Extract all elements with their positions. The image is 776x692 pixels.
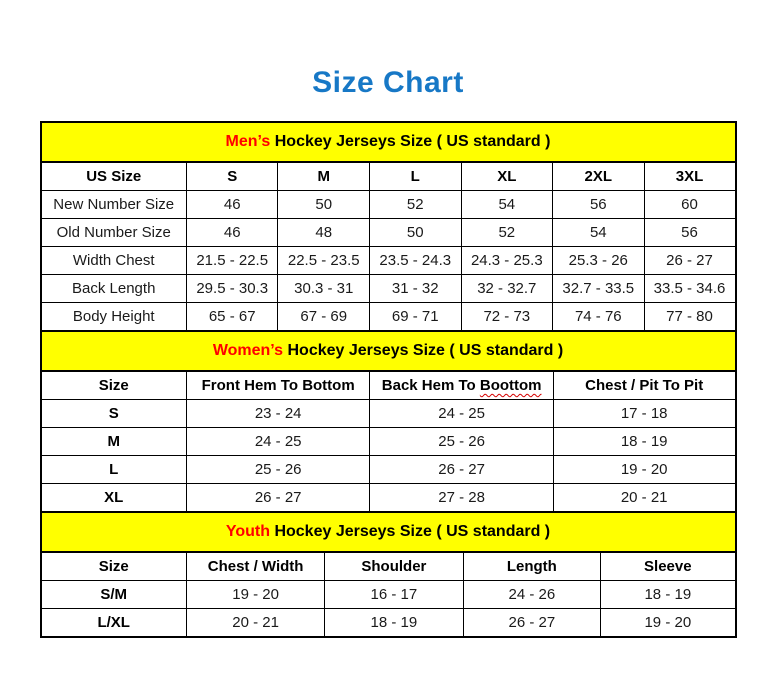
data-cell: 48 <box>278 219 370 247</box>
youth-size-table <box>40 511 737 638</box>
row-label: S/M <box>41 581 187 609</box>
row-label: S <box>41 400 187 428</box>
section-highlight: Youth <box>225 523 270 540</box>
column-header: Shoulder <box>325 552 463 581</box>
column-header: M <box>278 162 370 191</box>
table-row <box>41 331 736 371</box>
table-row <box>41 219 736 247</box>
data-cell: 23 - 24 <box>186 400 369 428</box>
column-header-text: Back Hem To <box>381 377 476 394</box>
table-row <box>41 512 736 552</box>
data-cell: 77 - 80 <box>644 303 735 332</box>
data-cell: 26 - 27 <box>644 247 735 275</box>
table-row <box>41 275 736 303</box>
table-row <box>41 303 736 332</box>
data-cell: 24.3 - 25.3 <box>461 247 553 275</box>
data-cell: 67 - 69 <box>278 303 370 332</box>
section-title-text: Hockey Jerseys Size ( US standard ) <box>274 523 551 540</box>
data-cell: 20 - 21 <box>553 484 735 513</box>
column-header <box>370 371 553 400</box>
data-cell: 65 - 67 <box>186 303 278 332</box>
data-cell: 25.3 - 26 <box>553 247 644 275</box>
table-row <box>41 400 736 428</box>
table-row <box>41 609 736 638</box>
data-cell: 24 - 25 <box>370 400 553 428</box>
data-cell: 54 <box>553 219 644 247</box>
data-cell: 30.3 - 31 <box>278 275 370 303</box>
section-highlight: Women’s <box>212 342 284 359</box>
section-highlight: Men’s <box>225 133 271 150</box>
row-label: New Number Size <box>41 191 187 219</box>
page-title: Size Chart <box>312 66 464 99</box>
column-header: L <box>370 162 462 191</box>
data-cell: 56 <box>553 191 644 219</box>
row-label: Width Chest <box>41 247 187 275</box>
row-label: Body Height <box>41 303 187 332</box>
data-cell: 18 - 19 <box>553 428 735 456</box>
row-label: Old Number Size <box>41 219 187 247</box>
data-cell: 19 - 20 <box>553 456 735 484</box>
data-cell: 24 - 26 <box>463 581 601 609</box>
column-header: XL <box>461 162 553 191</box>
data-cell: 33.5 - 34.6 <box>644 275 735 303</box>
youth-section-header <box>41 512 736 552</box>
table-row <box>41 122 736 162</box>
data-cell: 25 - 26 <box>370 428 553 456</box>
column-header: Size <box>41 552 187 581</box>
table-row <box>41 456 736 484</box>
column-header: US Size <box>41 162 187 191</box>
table-row <box>41 191 736 219</box>
data-cell: 54 <box>461 191 553 219</box>
size-chart <box>40 121 737 638</box>
mens-size-table <box>40 121 737 332</box>
row-label: XL <box>41 484 187 513</box>
data-cell: 31 - 32 <box>370 275 462 303</box>
womens-section-header <box>41 331 736 371</box>
data-cell: 26 - 27 <box>186 484 369 513</box>
data-cell: 17 - 18 <box>553 400 735 428</box>
column-header: Front Hem To Bottom <box>186 371 369 400</box>
row-label: M <box>41 428 187 456</box>
row-label: L <box>41 456 187 484</box>
data-cell: 50 <box>370 219 462 247</box>
column-header: 3XL <box>644 162 735 191</box>
data-cell: 69 - 71 <box>370 303 462 332</box>
data-cell: 18 - 19 <box>325 609 463 638</box>
row-label: L/XL <box>41 609 187 638</box>
data-cell: 23.5 - 24.3 <box>370 247 462 275</box>
column-header: 2XL <box>553 162 644 191</box>
table-row <box>41 162 736 191</box>
table-row <box>41 428 736 456</box>
data-cell: 32 - 32.7 <box>461 275 553 303</box>
row-label: Back Length <box>41 275 187 303</box>
table-row <box>41 371 736 400</box>
data-cell: 29.5 - 30.3 <box>186 275 278 303</box>
data-cell: 27 - 28 <box>370 484 553 513</box>
column-header: Chest / Width <box>186 552 324 581</box>
data-cell: 19 - 20 <box>186 581 324 609</box>
column-header: Length <box>463 552 601 581</box>
data-cell: 56 <box>644 219 735 247</box>
data-cell: 50 <box>278 191 370 219</box>
column-header: Chest / Pit To Pit <box>553 371 735 400</box>
data-cell: 19 - 20 <box>601 609 736 638</box>
mens-section-header <box>41 122 736 162</box>
data-cell: 72 - 73 <box>461 303 553 332</box>
data-cell: 18 - 19 <box>601 581 736 609</box>
table-row <box>41 581 736 609</box>
data-cell: 32.7 - 33.5 <box>553 275 644 303</box>
data-cell: 60 <box>644 191 735 219</box>
data-cell: 25 - 26 <box>186 456 369 484</box>
table-row <box>41 552 736 581</box>
data-cell: 16 - 17 <box>325 581 463 609</box>
data-cell: 74 - 76 <box>553 303 644 332</box>
data-cell: 26 - 27 <box>370 456 553 484</box>
data-cell: 52 <box>370 191 462 219</box>
section-title-text: Hockey Jerseys Size ( US standard ) <box>274 133 551 150</box>
data-cell: 22.5 - 23.5 <box>278 247 370 275</box>
table-row <box>41 247 736 275</box>
table-row <box>41 484 736 513</box>
data-cell: 46 <box>186 219 278 247</box>
data-cell: 26 - 27 <box>463 609 601 638</box>
womens-size-table <box>40 330 737 513</box>
misspelled-word: Boottom <box>479 377 542 394</box>
data-cell: 24 - 25 <box>186 428 369 456</box>
column-header: Sleeve <box>601 552 736 581</box>
column-header: S <box>186 162 278 191</box>
data-cell: 52 <box>461 219 553 247</box>
column-header: Size <box>41 371 187 400</box>
data-cell: 21.5 - 22.5 <box>186 247 278 275</box>
data-cell: 46 <box>186 191 278 219</box>
section-title-text: Hockey Jerseys Size ( US standard ) <box>287 342 564 359</box>
data-cell: 20 - 21 <box>186 609 324 638</box>
